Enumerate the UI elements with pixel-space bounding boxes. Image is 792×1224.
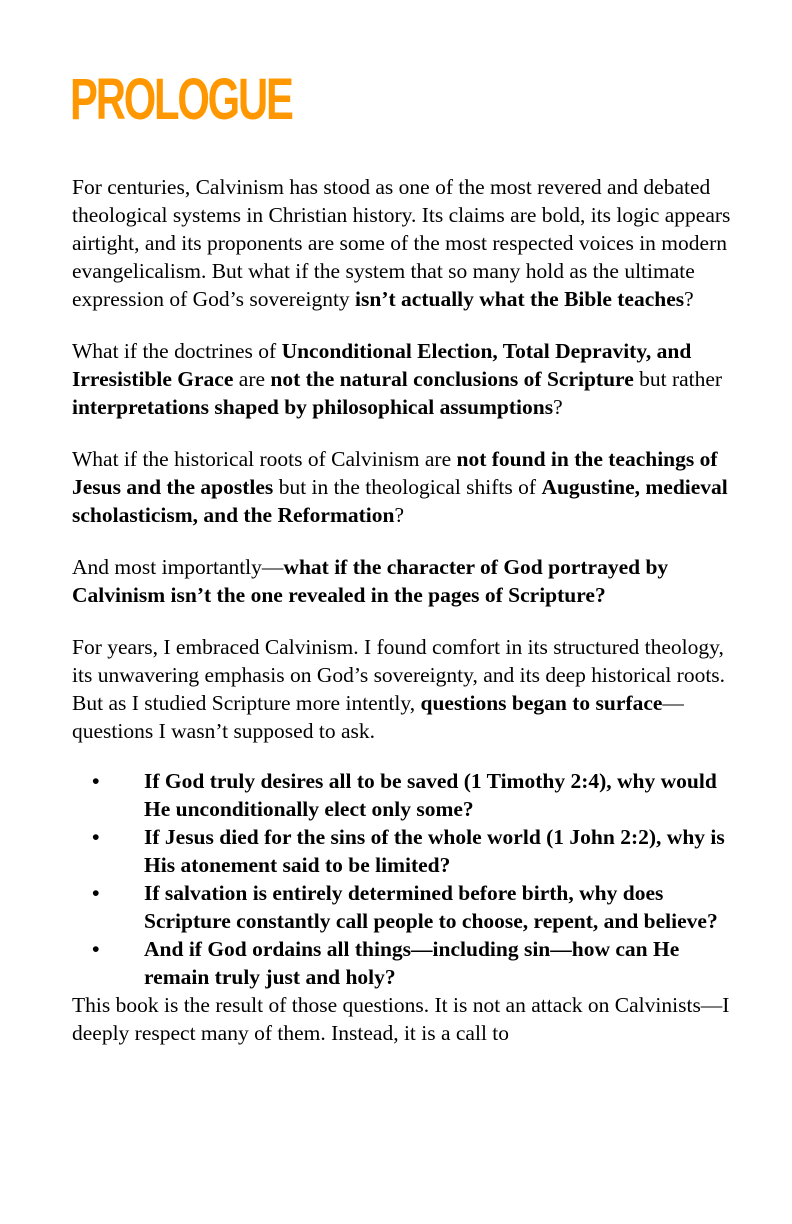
body-text: For centuries, Calvinism has stood as one of the most revered and debated theological systems in Christian history. Its claims are bold, its logic appears airtight, and its proponents are some of the most respected voices in modern evangelicalism. But what if the system that so many hold as the ultimate expression of God’s sovereignty: [72, 175, 731, 311]
paragraph-personal-story: [72, 633, 732, 745]
body-text: —questions I wasn’t supposed to ask.: [72, 691, 684, 743]
emphasis-text: not found in the teachings of Jesus and the apostles: [72, 447, 718, 499]
emphasis-text: what if the character of God portrayed by Calvinism isn’t the one revealed in the pages of Scripture?: [72, 555, 669, 607]
body-text: ?: [394, 503, 405, 527]
body-text: ?: [553, 395, 563, 419]
emphasis-text: questions began to surface: [420, 691, 663, 715]
question-item: [72, 879, 732, 935]
question-item: [72, 823, 732, 879]
emphasis-text: Unconditional Election, Total Depravity, and Irresistible Grace: [72, 339, 692, 391]
chapter-title: PROLOGUE: [70, 67, 292, 132]
bullet-icon: •: [92, 769, 100, 793]
emphasis-text: interpretations shaped by philosophical assumptions: [72, 395, 554, 419]
paragraph-character-of-god: [72, 553, 732, 609]
question-item: [72, 935, 732, 991]
paragraph-closing: This book is the result of those questions. It is not an attack on Calvinists—I deeply respect many of them. Instead, it is a call to: [72, 993, 730, 1045]
body-text: but in the theological shifts of: [273, 475, 542, 499]
question-text: If salvation is entirely determined before birth, why does Scripture constantly call people to choose, repent, and believe?: [144, 881, 718, 933]
emphasis-text: Augustine, medieval scholasticism, and the Reformation: [72, 475, 728, 527]
question-text: If Jesus died for the sins of the whole world (1 John 2:2), why is His atonement said to be limited?: [144, 825, 725, 877]
bullet-icon: •: [92, 825, 100, 849]
paragraph-historical-roots: [72, 445, 732, 529]
body-text: What if the historical roots of Calvinism are: [72, 447, 457, 471]
body-text: What if the doctrines of: [72, 339, 282, 363]
question-text: If God truly desires all to be saved (1 Timothy 2:4), why would He unconditionally elect only some?: [144, 769, 717, 821]
questions-list: [72, 767, 732, 991]
emphasis-text: isn’t actually what the Bible teaches: [355, 287, 685, 311]
paragraph-intro: [72, 173, 732, 313]
body-text: but rather: [633, 367, 723, 391]
body-text: ?: [684, 287, 694, 311]
body-text: For years, I embraced Calvinism. I found comfort in its structured theology, its unwavering emphasis on God’s sovereignty, and its deep historical roots. But as I studied Scripture more intently,: [72, 635, 726, 715]
bullet-icon: •: [92, 881, 100, 905]
body-text: are: [233, 367, 271, 391]
chapter-body: [72, 173, 732, 1047]
emphasis-text: not the natural conclusions of Scripture: [270, 367, 634, 391]
body-text: And most importantly—: [72, 555, 284, 579]
bullet-icon: •: [92, 937, 100, 961]
paragraph-doctrines: [72, 337, 732, 421]
question-text: And if God ordains all things—including sin—how can He remain truly just and holy?: [144, 937, 680, 989]
question-item: [72, 767, 732, 823]
